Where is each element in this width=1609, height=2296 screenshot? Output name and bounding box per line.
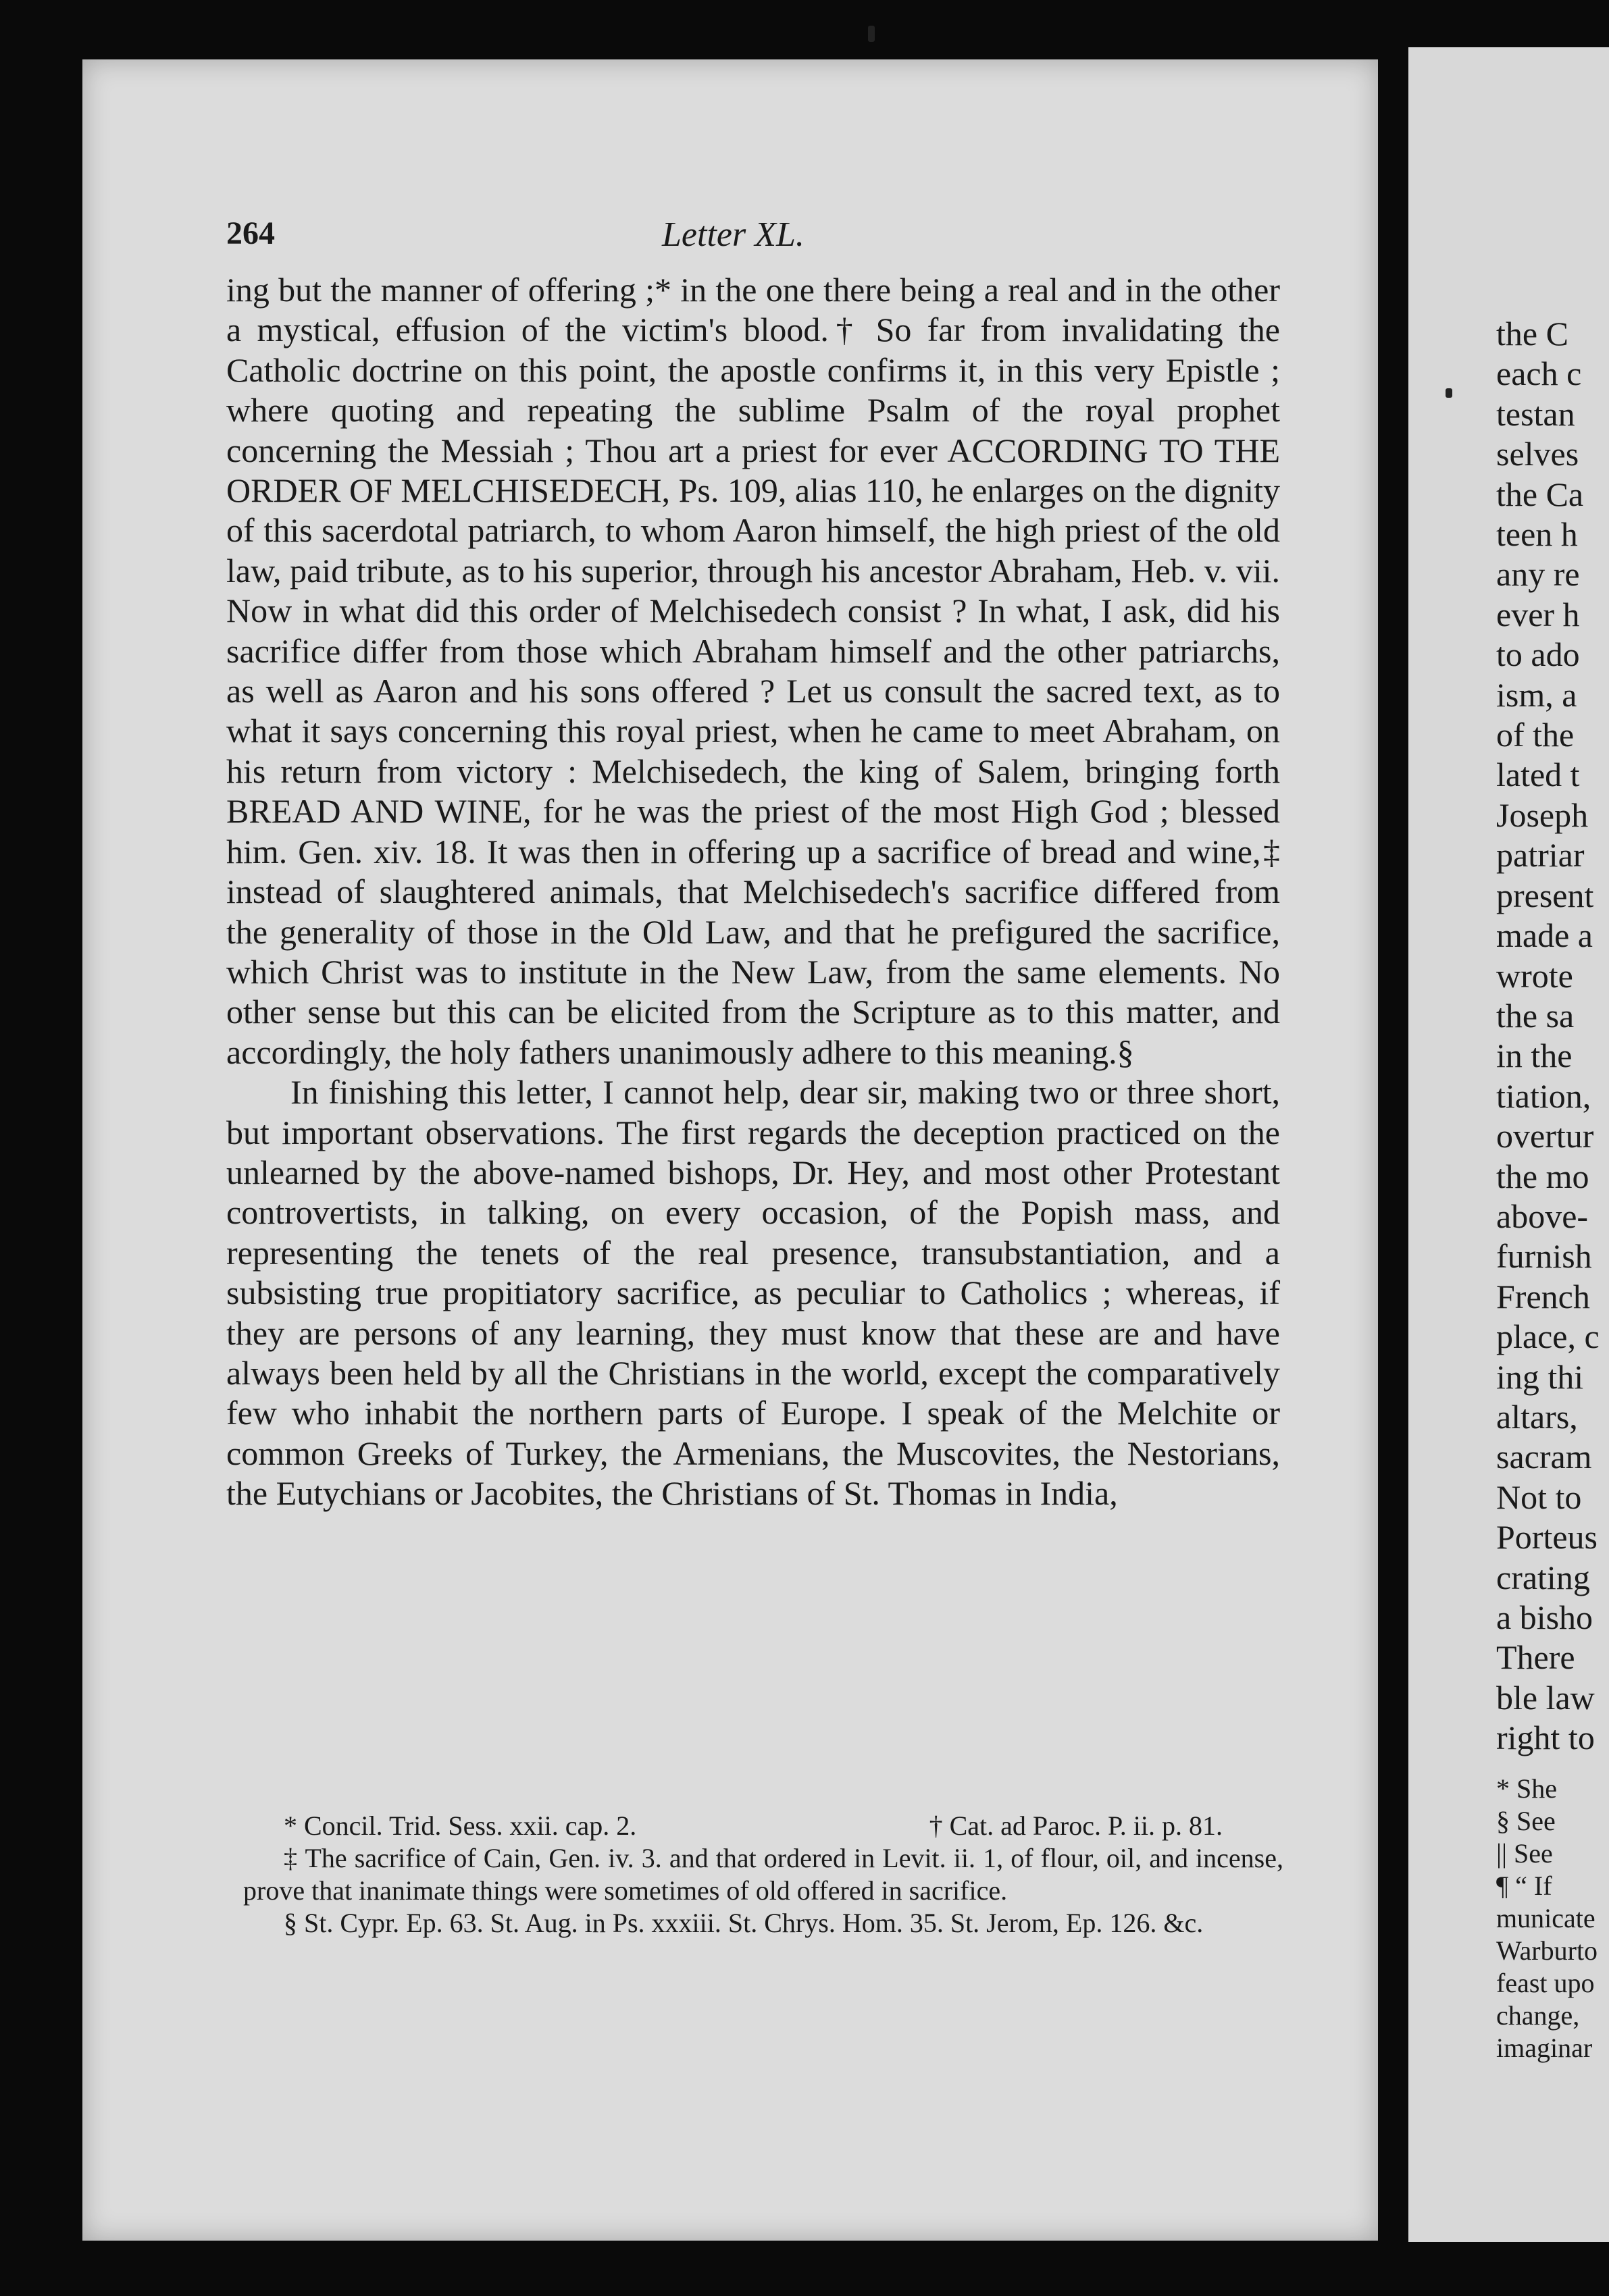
right-page-line: patriar bbox=[1496, 836, 1585, 875]
right-page-line: Joseph bbox=[1496, 795, 1589, 834]
right-page-line: any re bbox=[1496, 555, 1580, 594]
right-page-line: ism, a bbox=[1496, 675, 1577, 714]
right-page-note: ¶ “ If bbox=[1496, 1871, 1552, 1901]
paragraph: In finishing this letter, I cannot help, dear sir, making two or three short, but important observations. The first regards the deception practiced on the unlearned by the above-named bishops, Dr. Hey, and most other Protestant controvertists, in talking, on every occasion, of the Popish mass, and representing the tenets of the real presence, transubstantiation, and a subsisting true propitiatory sacrifice, as peculiar to Catholics ; whereas, if they are persons of any learning, they must know that these are and have always been held by all the Christians in the world, except the comparatively few who inhabit the northern parts of Europe. I speak of the Melchite or common Greeks of Turkey, the Armenians, the Muscovites, the Nestorians, the Eutychians or Jacobites, the Christians of St. Thomas in India, bbox=[226, 1073, 1280, 1513]
right-page-line: teen h bbox=[1496, 515, 1578, 554]
right-page-line: ever h bbox=[1496, 595, 1580, 633]
right-page-note: imaginar bbox=[1496, 2033, 1593, 2063]
body-text bbox=[226, 270, 1280, 1514]
right-page-note: feast upo bbox=[1496, 1968, 1595, 1998]
right-page-line: lated t bbox=[1496, 756, 1580, 794]
right-page-lines bbox=[1496, 314, 1609, 1758]
right-page-line: ing thi bbox=[1496, 1357, 1584, 1396]
page-number: 264 bbox=[226, 215, 275, 251]
scan-speck bbox=[868, 26, 875, 42]
right-page-line: There bbox=[1496, 1638, 1575, 1677]
right-page-line: overtur bbox=[1496, 1117, 1594, 1155]
right-page-note: § See bbox=[1496, 1806, 1556, 1836]
right-page-line: of the bbox=[1496, 716, 1575, 754]
right-page-line: the sa bbox=[1496, 996, 1575, 1035]
footnote-section: § St. Cypr. Ep. 63. St. Aug. in Ps. xxxiii. St. Chrys. Hom. 35. St. Jerom, Ep. 126. &c. bbox=[284, 1908, 1204, 1938]
right-page-line: above- bbox=[1496, 1197, 1589, 1235]
right-page bbox=[1408, 47, 1609, 2242]
right-page-line: right to bbox=[1496, 1719, 1595, 1757]
right-page-line: Not to bbox=[1496, 1478, 1582, 1516]
running-title: Letter XL. bbox=[662, 215, 804, 254]
right-page-line: sacram bbox=[1496, 1438, 1592, 1476]
paragraph: ing but the manner of offering ;* in the one there being a real and in the other a mystical, effusion of the victim's blood.† So far from invalidating the Catholic doctrine on this point, the apostle confirms it, in this very Epistle ; where quoting and repeating the sublime Psalm of the royal prophet concerning the Messiah ; Thou art a priest for ever ACCORDING TO THE ORDER OF MELCHISEDECH, Ps. 109, alias 110, he enlarges on the dignity of this sacerdotal patriarch, to whom Aaron himself, the high priest of the old law, paid tribute, as to his superior, through his ancestor Abraham, Heb. v. vii. Now in what did this order of Melchisedech consist ? In what, I ask, did his sacrifice differ from those which Abraham himself and the other patriarchs, as well as Aaron and his sons offered ? Let us consult the sacred text, as to what it says concerning this royal priest, when he came to meet Abraham, on his return from victory : Melchisedech, the king of Salem, bringing forth BREAD AND WINE, for he was the priest of the most High God ; blessed him. Gen. xiv. 18. It was then in offering up a sacrifice of bread and wine,‡ instead of slaughtered animals, that Melchisedech's sacrifice differed from the generality of those in the Old Law, and that he prefigured the sacrifice, which Christ was to institute in the New Law, from the same elements. No other sense but this can be elicited from the Scripture as to this matter, and accordingly, the holy fathers unanimously adhere to this meaning.§ bbox=[226, 271, 1280, 1071]
footnote-star: * Concil. Trid. Sess. xxii. cap. 2. bbox=[284, 1810, 637, 1841]
right-page-line: altars, bbox=[1496, 1397, 1578, 1436]
right-page-line: present bbox=[1496, 876, 1594, 914]
right-page-note: || See bbox=[1496, 1838, 1553, 1869]
right-page-line: furnish bbox=[1496, 1237, 1592, 1276]
footnote-dagger: † Cat. ad Paroc. P. ii. p. 81. bbox=[929, 1810, 1223, 1841]
right-page-line: in the bbox=[1496, 1037, 1573, 1075]
page-header bbox=[226, 215, 1280, 269]
footnote-line bbox=[243, 1810, 1283, 1842]
right-page-note: Warburto bbox=[1496, 1935, 1598, 1966]
footnote-double-dagger: ‡ The sacrifice of Cain, Gen. iv. 3. and that ordered in Levit. ii. 1, of flour, oil, and incense, prove that inanimate things were sometimes of old offered in sacrifice. bbox=[243, 1843, 1283, 1906]
right-page-footnotes bbox=[1496, 1773, 1609, 2064]
right-page-line: a bisho bbox=[1496, 1598, 1593, 1636]
right-page-line: crating bbox=[1496, 1558, 1590, 1596]
right-page-line: made a bbox=[1496, 916, 1593, 955]
right-page-line: testan bbox=[1496, 394, 1575, 433]
right-page-line: ble law bbox=[1496, 1678, 1595, 1717]
right-page-line: the Ca bbox=[1496, 475, 1584, 513]
right-page-line: the C bbox=[1496, 315, 1568, 353]
right-page-note: municate bbox=[1496, 1903, 1595, 1933]
footnotes bbox=[243, 1810, 1283, 1939]
right-page-note: * She bbox=[1496, 1773, 1557, 1804]
right-page-line: each c bbox=[1496, 355, 1582, 393]
right-page-line: place, c bbox=[1496, 1317, 1600, 1356]
right-page-line: French bbox=[1496, 1277, 1590, 1315]
right-page-line: the mo bbox=[1496, 1157, 1589, 1195]
right-page-line: to ado bbox=[1496, 635, 1580, 674]
right-page-line: Porteus bbox=[1496, 1518, 1598, 1557]
right-page-line: tiation, bbox=[1496, 1076, 1591, 1115]
right-page-note: change, bbox=[1496, 2000, 1580, 2031]
right-page-line: selves bbox=[1496, 435, 1579, 473]
scan-speck bbox=[1446, 388, 1452, 398]
right-page-line: wrote bbox=[1496, 956, 1573, 995]
